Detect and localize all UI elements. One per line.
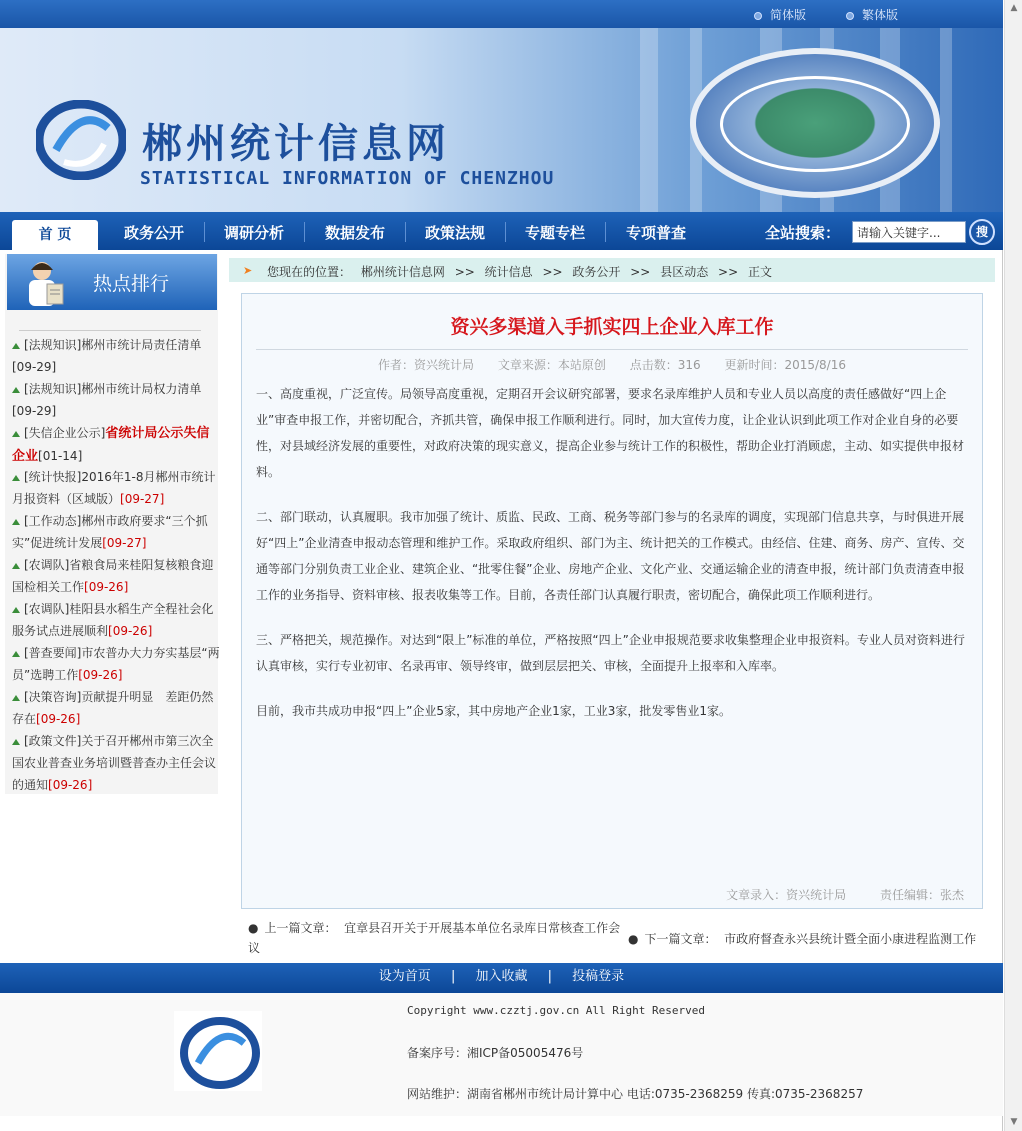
triangle-icon (12, 607, 20, 613)
footer (0, 993, 1003, 1116)
list-item[interactable] (12, 686, 220, 730)
triangle-icon (12, 475, 20, 481)
next-title: 市政府督查永兴县统计暨全面小康进程监测工作 (724, 932, 977, 946)
prev-label: 上一篇文章： (264, 921, 337, 935)
banner-stripe (940, 28, 952, 212)
person-icon (25, 260, 65, 306)
list-item[interactable] (12, 334, 220, 378)
stadium-ring (720, 76, 910, 172)
list-item-date: [09-29] (12, 360, 57, 374)
footer-separator: | (547, 969, 553, 984)
next-article-link[interactable] (628, 929, 988, 949)
article-footer (242, 886, 964, 903)
article-body (256, 381, 968, 743)
footer-link-favorite[interactable]: 加入收藏 (475, 969, 528, 984)
nav-divider (304, 222, 305, 242)
top-bar (0, 0, 1003, 28)
triangle-icon (12, 431, 20, 437)
list-item-text: [普查要闻]市农普办大力夯实基层“两员”选聘工作 (12, 646, 220, 682)
breadcrumb-separator: >> (630, 265, 651, 279)
nav-divider (204, 222, 205, 242)
prev-article-link[interactable] (248, 918, 624, 958)
article-paragraph: 三、严格把关，规范操作。对达到“限上”标准的单位，严格按照“四上”企业申报规范要求收集整理企业申报资料。专业人员对资料进行认真审核，实行专业初审、名录再审、领导终审，做到层层把关、审核，全面提升上报率和入库率。 (256, 633, 965, 673)
list-item[interactable] (12, 554, 220, 598)
list-item-text: [决策咨询]贡献提升明显 差距仍然存在 (12, 690, 214, 726)
breadcrumb-link-county[interactable]: 县区动态 (660, 265, 709, 279)
triangle-icon (12, 563, 20, 569)
search-button[interactable]: 搜 (969, 219, 995, 245)
list-item-date: [09-26] (36, 712, 81, 726)
breadcrumb-separator: >> (454, 265, 475, 279)
breadcrumb-text (267, 263, 778, 280)
nav-item-zhengce[interactable]: 政策法规 (425, 224, 486, 242)
list-item-text: [法规知识]郴州市统计局责任清单 (24, 338, 202, 352)
breadcrumb-separator: >> (542, 265, 563, 279)
article-author: 作者：资兴统计局 (378, 358, 475, 372)
list-item-text: [统计快报]2016年1-8月郴州市统计月报资料（区域版） (12, 470, 216, 506)
search-input[interactable] (852, 221, 966, 243)
nav-item-zhuanti[interactable]: 专题专栏 (525, 224, 586, 242)
breadcrumb-link-home[interactable]: 郴州统计信息网 (360, 265, 445, 279)
list-item[interactable] (12, 730, 220, 796)
footer-links (0, 963, 1003, 993)
list-item-text: [法规知识]郴州市统计局权力清单 (24, 382, 202, 396)
divider (256, 349, 968, 350)
nav-item-zhengwu[interactable]: 政务公开 (124, 224, 185, 242)
lang-traditional-link[interactable] (846, 6, 898, 23)
article-source: 文章来源：本站原创 (497, 358, 606, 372)
triangle-icon (12, 651, 20, 657)
breadcrumb-label: 您现在的位置： (267, 265, 352, 279)
prev-title: 宜章县召开关于开展基本单位名录库日常核查工作会议 (248, 921, 621, 955)
article-entry: 文章录入：资兴统计局 (726, 888, 847, 902)
nav-divider (405, 222, 406, 242)
article-paragraph: 目前，我市共成功申报“四上”企业5家，其中房地产企业1家，工业3家，批发零售业1家。 (256, 704, 731, 718)
nav-item-diaoyan[interactable]: 调研分析 (224, 224, 285, 242)
footer-link-submit[interactable]: 投稿登录 (572, 969, 625, 984)
maintainer-info: 网站维护：湖南省郴州市统计局计算中心 电话:0735-2368259 传真:0735-2368257 (407, 1087, 864, 1101)
list-item-date: [09-27] (102, 536, 147, 550)
breadcrumb-link-zhengwu[interactable]: 政务公开 (572, 265, 621, 279)
list-item-date: [01-14] (38, 449, 83, 463)
icp-number: 备案序号：湘ICP备05005476号 (407, 1046, 584, 1060)
hot-ranking-sidebar (5, 254, 218, 794)
footer-link-sethome[interactable]: 设为首页 (378, 969, 431, 984)
scroll-up-icon[interactable]: ▲ (1010, 3, 1018, 13)
list-item[interactable] (12, 598, 220, 642)
bullet-icon (754, 12, 762, 20)
site-logo-icon (36, 100, 126, 180)
site-subtitle: STATISTICAL INFORMATION OF CHENZHOU (140, 168, 555, 189)
list-item-date: [09-26] (108, 624, 153, 638)
list-item-text: [工作动态]郴州市政府要求“三个抓实”促进统计发展 (12, 514, 208, 550)
breadcrumb (229, 258, 995, 282)
banner-stripe (640, 28, 658, 212)
article (241, 293, 983, 909)
list-item-date: [09-26] (48, 778, 93, 792)
list-item-text: [农调队]省粮食局来桂阳复核粮食迎国检相关工作 (12, 558, 214, 594)
triangle-icon (12, 695, 20, 701)
copyright: Copyright www.czztj.gov.cn All Right Reserved (407, 1004, 706, 1017)
banner (0, 28, 1003, 212)
article-title: 资兴多渠道入手抓实四上企业入库工作 (450, 316, 774, 338)
vertical-scrollbar[interactable] (1004, 0, 1022, 1131)
list-item-date: [09-27] (120, 492, 165, 506)
triangle-icon (12, 387, 20, 393)
footer-logo-icon (174, 1011, 262, 1091)
list-item-text: [农调队]桂阳县水稻生产全程社会化服务试点进展顺利 (12, 602, 214, 638)
bullet-icon (846, 12, 854, 20)
list-item-highlight: 省统计局公示失信企业 (12, 426, 210, 464)
nav-divider (605, 222, 606, 242)
breadcrumb-separator: >> (718, 265, 739, 279)
nav-item-shuju[interactable]: 数据发布 (325, 224, 386, 242)
article-meta (242, 356, 982, 373)
list-item-text: [失信企业公示] (24, 426, 106, 440)
nav-home[interactable]: 首 页 (12, 220, 98, 250)
list-item[interactable] (12, 378, 220, 422)
divider (19, 330, 201, 331)
breadcrumb-link-statistics[interactable]: 统计信息 (484, 265, 533, 279)
breadcrumb-arrow-icon: ➤ (243, 264, 253, 277)
site-title: 郴州统计信息网 (142, 120, 450, 167)
scroll-down-icon[interactable]: ▼ (1010, 1117, 1018, 1127)
search-label: 全站搜索： (765, 224, 841, 242)
footer-separator: | (450, 969, 456, 984)
triangle-icon (12, 739, 20, 745)
article-clicks: 点击数：316 (629, 358, 701, 372)
nav-item-pucha[interactable]: 专项普查 (626, 224, 687, 242)
article-paragraph: 一、高度重视，广泛宣传。局领导高度重视，定期召开会议研究部署，要求名录库维护人员和专业人员以高度的责任感做好“四上企业”审查申报工作，并密切配合，齐抓共管，确保申报工作顺利进行。同时，加大宣传力度，让企业认识到此项工作对企业自身的必要性，对县域经济发展的重要性，对政府决策的现实意义，提高企业参与统计工作的积极性，帮助企业打消顾虑，主动、如实提供申报材料。 (256, 387, 965, 479)
list-item-text: [政策文件]关于召开郴州市第三次全国农业普查业务培训暨普查办主任会议的通知 (12, 734, 217, 792)
article-updated: 更新时间：2015/8/16 (724, 358, 846, 372)
lang-simplified-link[interactable] (754, 6, 806, 23)
sidebar-header (7, 254, 217, 310)
triangle-icon (12, 519, 20, 525)
breadcrumb-current: 正文 (747, 265, 772, 279)
bullet-icon: ● (248, 921, 259, 935)
list-item[interactable] (12, 642, 220, 686)
next-label: 下一篇文章： (644, 932, 717, 946)
list-item[interactable] (12, 422, 220, 468)
list-item-date: [09-26] (84, 580, 129, 594)
article-editor: 责任编辑：张杰 (879, 888, 964, 902)
list-item-date: [09-26] (78, 668, 123, 682)
list-item[interactable] (12, 466, 220, 510)
sidebar-title: 热点排行 (93, 273, 170, 295)
list-item[interactable] (12, 510, 220, 554)
lang-traditional-label: 繁体版 (862, 8, 899, 22)
bullet-icon: ● (628, 932, 639, 946)
article-paragraph: 二、部门联动，认真履职。我市加强了统计、质监、民政、工商、税务等部门参与的名录库的调度，实现部门信息共享，与时俱进开展好“四上”企业清查申报动态管理和维护工作。采取政府组织、部门为主、统计把关的工作模式。由经信、住建、商务、房产、宣传、交通等部门分别负责工业企业、建筑企业、“批零住餐”企业、房地产企业、文化产业、交通运输企业的清查申报，统计部门负责清查申报工作的业务指导、资料审核、报表收集等工作。目前，各责任部门认真履行职责，密切配合，确保此项工作顺利进行。 (256, 510, 965, 602)
lang-simplified-label: 简体版 (770, 8, 807, 22)
triangle-icon (12, 343, 20, 349)
list-item-date: [09-29] (12, 404, 57, 418)
nav-divider (505, 222, 506, 242)
